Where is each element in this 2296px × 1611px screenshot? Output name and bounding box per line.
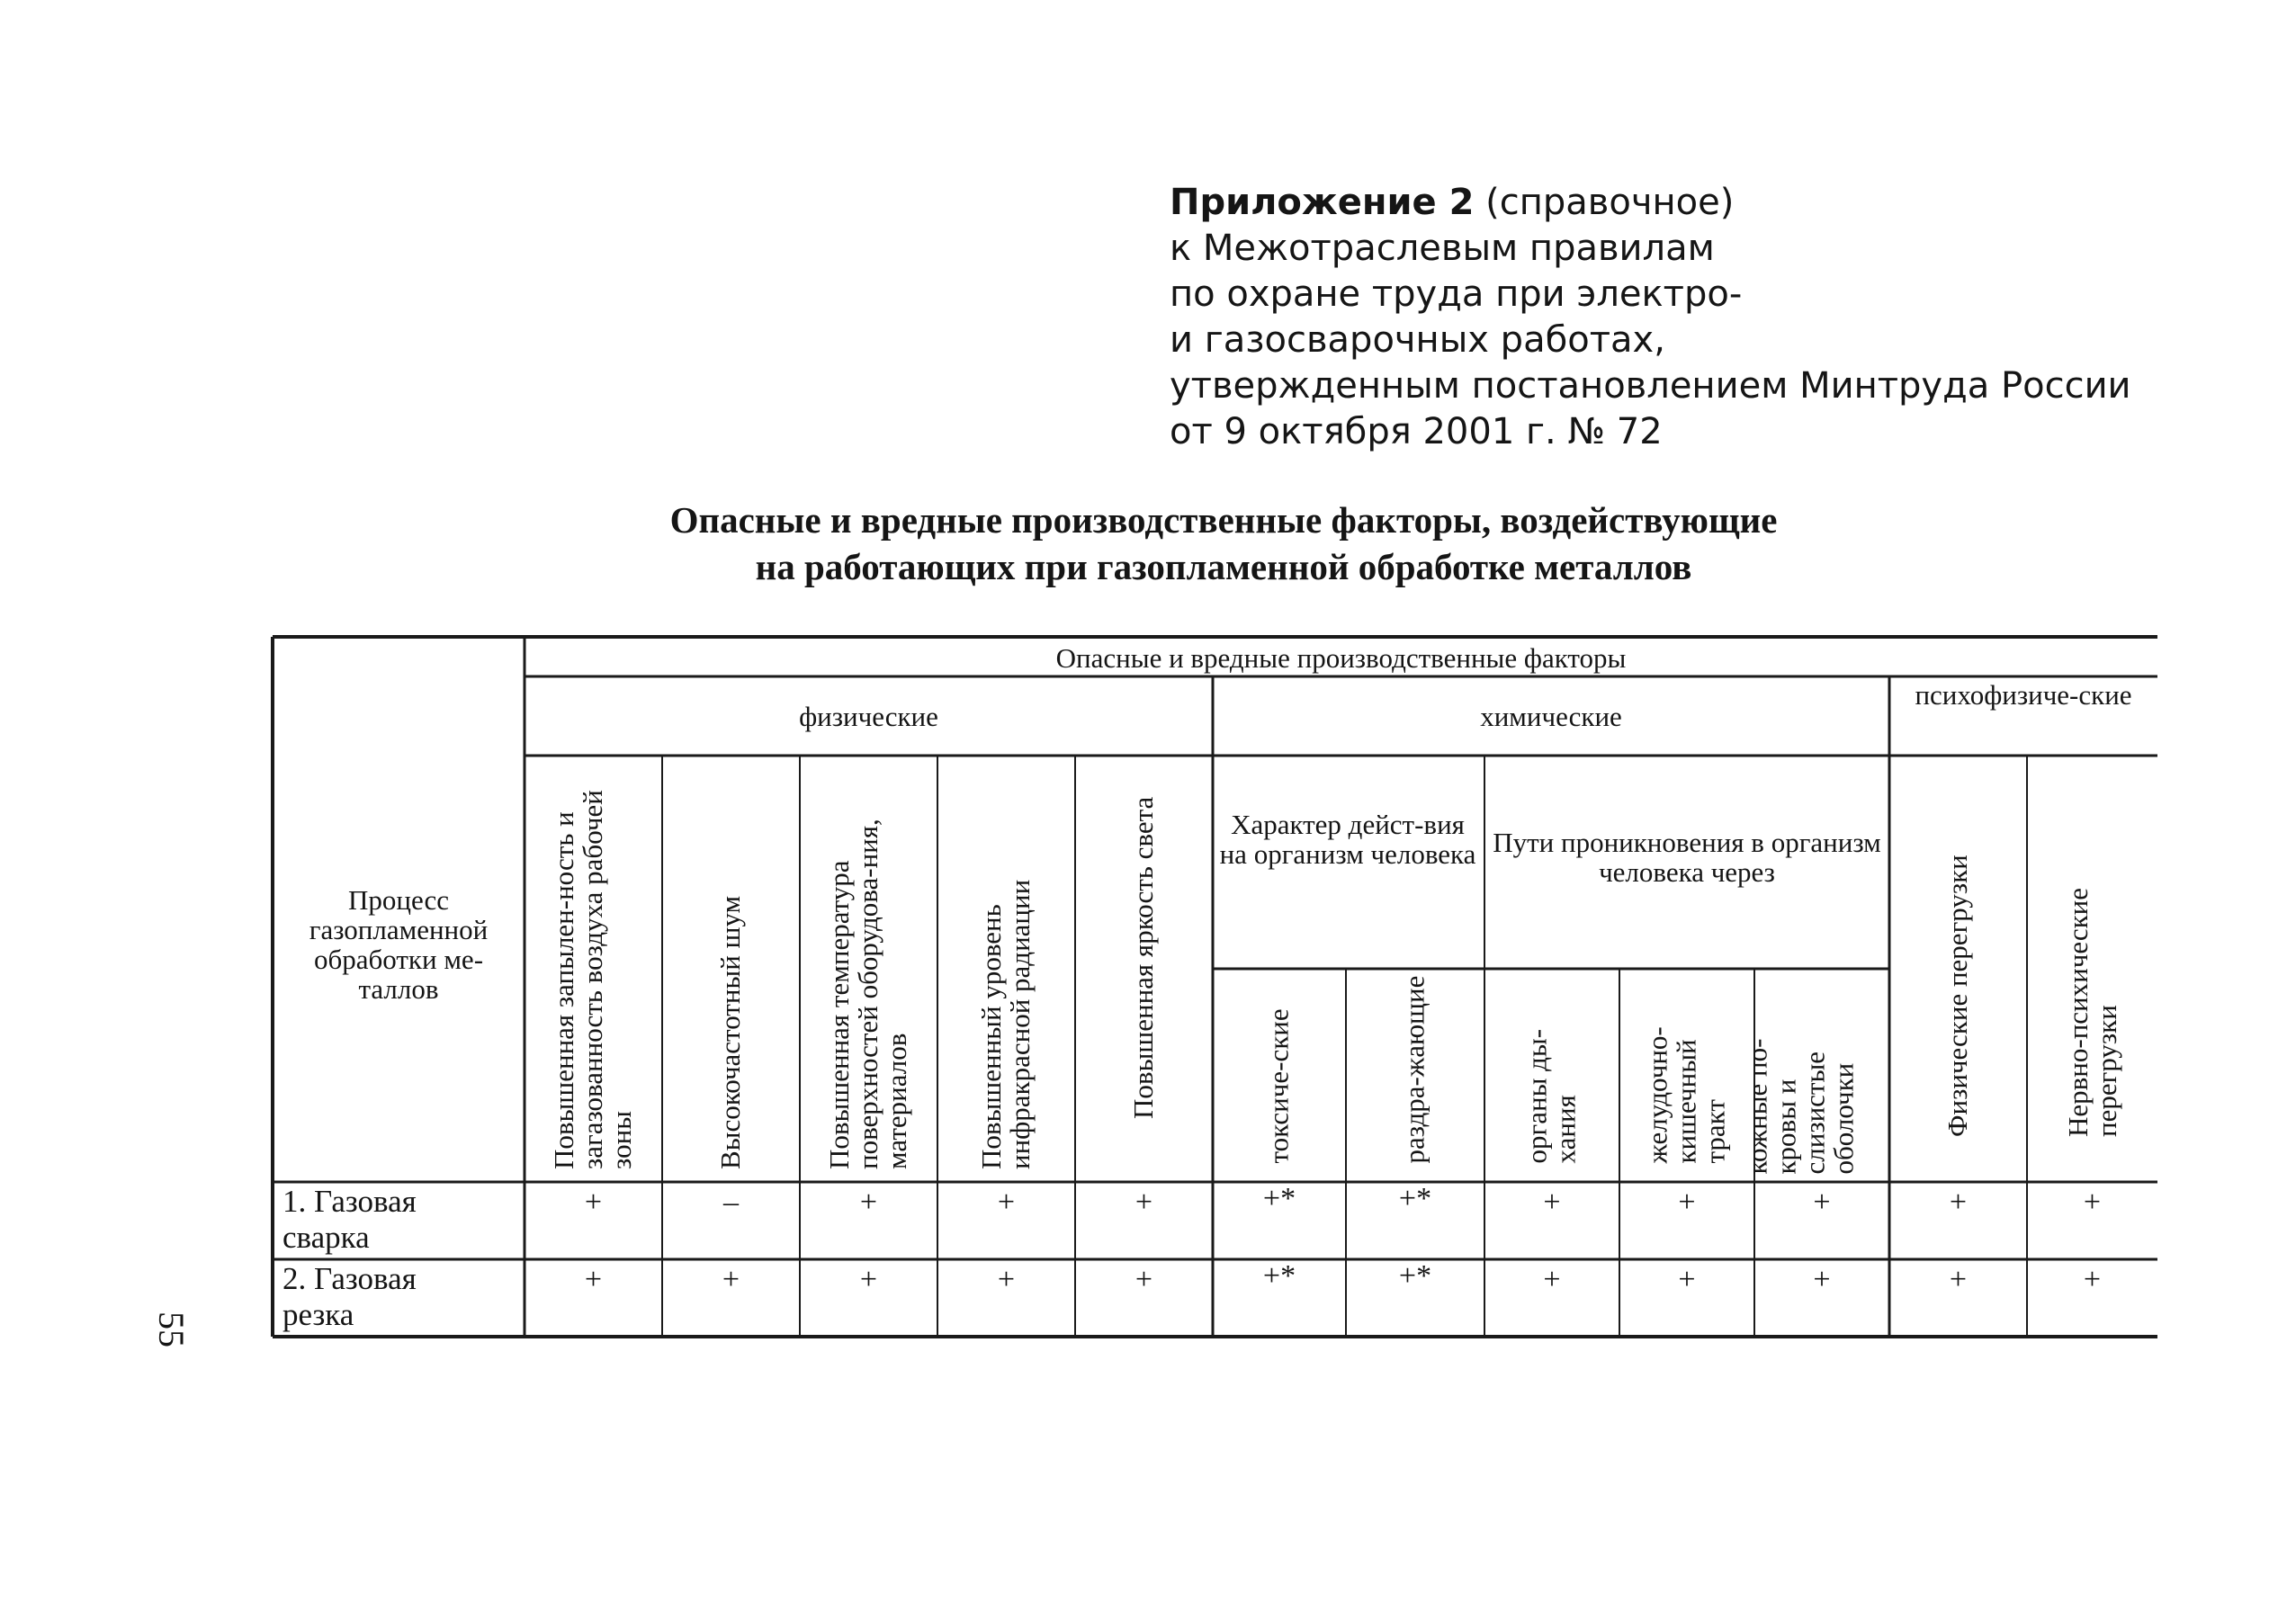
column-header-dust-gas: Повышенная запылен-ность и загазованность воздуха рабочей зоны bbox=[548, 790, 637, 1169]
subgroup-penetration-routes: Пути проникновения в организм человека через bbox=[1493, 827, 1881, 888]
row-process-label-line: резка bbox=[283, 1297, 354, 1332]
table-cell: + bbox=[1543, 1263, 1561, 1296]
row-process-label-line: 2. Газовая bbox=[283, 1261, 417, 1296]
appendix-line: по охране труда при электро- bbox=[1170, 273, 1743, 315]
column-header-gastrointestinal: желудочно-кишечный тракт bbox=[1641, 1026, 1731, 1164]
row-process-label bbox=[283, 1184, 417, 1256]
table-cell: + bbox=[1543, 1186, 1561, 1219]
table-cell: – bbox=[723, 1186, 739, 1219]
column-header-neuro-psychic-overload: Нервно-психические перегрузки bbox=[2062, 887, 2122, 1137]
table-cell: +* bbox=[1398, 1182, 1432, 1215]
table-cell: + bbox=[1678, 1186, 1696, 1219]
table-cell: + bbox=[1813, 1186, 1831, 1219]
row-process-label-line: 1. Газовая bbox=[283, 1184, 417, 1219]
table-cell: +* bbox=[1262, 1259, 1296, 1293]
table-cell: + bbox=[1949, 1263, 1968, 1296]
group-physical: физические bbox=[799, 700, 938, 732]
table-cell: + bbox=[1813, 1263, 1831, 1296]
subgroup-action-character: Характер дейст-вия на организм человека bbox=[1219, 809, 1476, 870]
table-cell: + bbox=[997, 1263, 1016, 1296]
appendix-type: (справочное) bbox=[1485, 182, 1735, 223]
table-cell: + bbox=[859, 1186, 878, 1219]
column-header-respiratory: органы ды-хания bbox=[1520, 1028, 1582, 1164]
appendix-line: и газосварочных работах, bbox=[1170, 319, 1665, 361]
document-title-line-2: на работающих при газопламенной обработке металлов bbox=[755, 546, 1692, 587]
table-cell: + bbox=[1135, 1186, 1153, 1219]
group-psychophysical: психофизиче-ские bbox=[1915, 679, 2132, 711]
table-cell: + bbox=[722, 1263, 740, 1296]
column-header-hf-noise: Высокочастотный шум bbox=[714, 895, 746, 1169]
table-cell: + bbox=[2083, 1263, 2102, 1296]
table-cell: + bbox=[1678, 1263, 1696, 1296]
column-header-light-brightness: Повышенная яркость света bbox=[1127, 796, 1159, 1119]
table-cell: + bbox=[997, 1186, 1016, 1219]
table-cell: + bbox=[2083, 1186, 2102, 1219]
appendix-title: Приложение 2 bbox=[1170, 182, 1475, 223]
group-chemical: химические bbox=[1480, 700, 1622, 732]
table-cell: + bbox=[584, 1186, 603, 1219]
appendix-line: утвержденным постановлением Минтруда России bbox=[1170, 365, 2131, 407]
row-process-label-line: сварка bbox=[283, 1220, 370, 1255]
table-cell: + bbox=[584, 1263, 603, 1296]
column-header-toxic: токсиче-ские bbox=[1262, 1008, 1295, 1164]
appendix-line: к Межотраслевым правилам bbox=[1170, 228, 1715, 269]
document-title-line-1: Опасные и вредные производственные факторы, воздействующие bbox=[669, 499, 1778, 541]
table-cell: +* bbox=[1262, 1182, 1296, 1215]
column-header-physical-overload: Физические перегрузки bbox=[1942, 855, 1973, 1137]
factors-header: Опасные и вредные производственные факторы bbox=[1055, 641, 1627, 674]
column-header-irritant: раздра-жающие bbox=[1398, 975, 1431, 1164]
table-cell: + bbox=[1949, 1186, 1968, 1219]
appendix-line: от 9 октября 2001 г. № 72 bbox=[1170, 411, 1663, 452]
table-cell: + bbox=[859, 1263, 878, 1296]
table-cell: + bbox=[1135, 1263, 1153, 1296]
page-number: 55 bbox=[151, 1311, 192, 1347]
column-header-infrared-radiation: Повышенный уровень инфракрасной радиации bbox=[975, 879, 1036, 1169]
row-process-label bbox=[283, 1261, 417, 1333]
table-cell: +* bbox=[1398, 1259, 1432, 1293]
process-column-header: Процесс газопламенной обработки ме-таллов bbox=[309, 884, 489, 1005]
column-header-surface-temperature: Повышенная температура поверхностей оборудова-ния, материалов bbox=[823, 819, 912, 1169]
column-header-skin-mucous: кожные по-кровы и слизистые оболочки bbox=[1741, 1038, 1860, 1175]
